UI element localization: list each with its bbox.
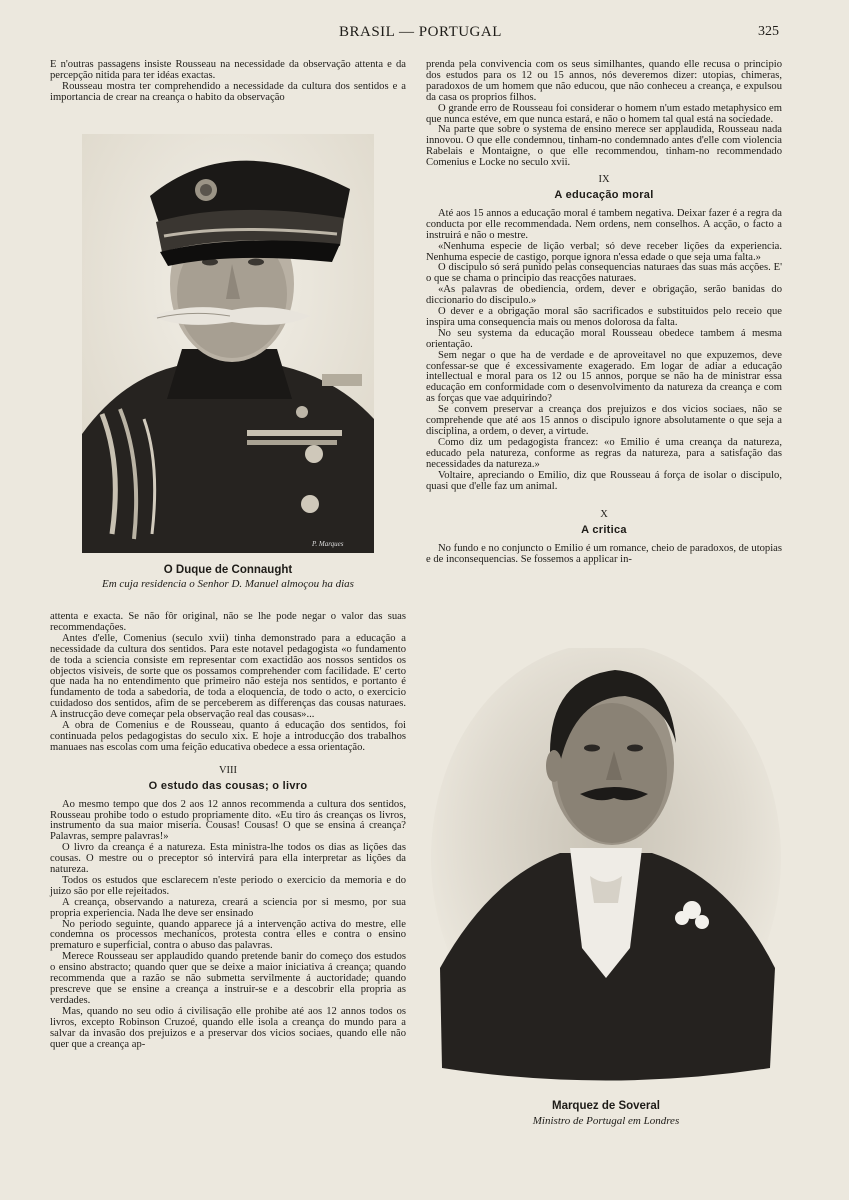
section-title-viii: O estudo das cousas; o livro <box>148 779 308 792</box>
paragraph: Merece Rousseau ser applaudido quando pretende banir do começo dos estudos o ensino abstracto; quando quer que se deixe a maior iniciativa á creança; quando recommenda que a razão se não submetta servilmente á auctoridade; quando prescreve que se ensine a creança a instruir-se e a descobrir ella propria as verdades. <box>50 951 406 1006</box>
figure1-caption: Em cuja residencia o Senhor D. Manuel almoçou ha dias <box>102 578 354 590</box>
paragraph: Até aos 15 annos a educação moral é tambem negativa. Deixar fazer é a regra da conducta por elle recommendada. Nem ordens, nem conselhos. A acção, o facto a instruirá e não o mestre. <box>426 207 782 241</box>
paragraph: Todos os estudos que esclarecem n'este periodo o exercicio da memoria e do juizo são por elle rejeitados. <box>50 874 406 897</box>
portrait-marquez-de-soveral <box>430 648 782 1094</box>
paragraph: Voltaire, apreciando o Emilio, diz que Rousseau á força de isolar o discipulo, quasi que d'elle faz um animal. <box>426 469 782 492</box>
paragraph: O grande erro de Rousseau foi considerar o homem n'um estado metaphysico em que nunca estéve, em que nunca estará, e não o homem tal qual está na sociedade. <box>426 102 782 125</box>
figure2-caption: Ministro de Portugal em Londres <box>532 1115 680 1127</box>
section-number-x: X <box>600 509 608 521</box>
paragraph: Se convem preservar a creança dos prejuizos e dos vicios sociaes, não se comprehende que até aos 15 annos o discipulo ignore absolutamente o que seja a disciplina, a ordem, o dever, a virtude. <box>426 404 782 437</box>
paragraph: Sem negar o que ha de verdade e de aproveitavel no que expuzemos, deve confessar-se que é excessivamente exagerado. Em logar de adiar a educação intellectual e moral para os 12 ou 15 annos, porque se não ha de ministrar essa educação em conformidade com o desenvolvimento da natureza da creança e com as forças que vae adquirindo? <box>426 349 782 405</box>
paragraph: No fundo e no conjuncto o Emilio é um romance, cheio de paradoxos, de utopias e de inconsequencias. Se fossemos a applicar in- <box>426 543 782 566</box>
paragraph: A obra de Comenius e de Rousseau, quanto á educação dos sentidos, foi continuada pelos pedagogistas do seculo xix. E hoje a introducção dos trabalhos manuaes nas escolas com uma feição educativa obedece a essa orientação. <box>50 720 406 753</box>
portrait-image <box>430 648 782 1094</box>
section-number-viii: VIII <box>218 764 238 776</box>
page-number: 325 <box>758 24 779 39</box>
paragraph: O livro da creança é a natureza. Esta ministra-lhe todos os dias as lições das cousas. O mestre ou o preceptor só intervirá para ella interpretar as lições da natureza. <box>50 842 406 876</box>
portrait-image <box>82 134 374 553</box>
paragraph: «Nenhuma especie de lição verbal; só deve receber lições da experiencia. Nenhuma especie de castigo, porque ignora n'essa edade o que seja uma falta.» <box>426 240 782 263</box>
page-header <box>0 24 849 46</box>
paragraph: Na parte que sobre o systema de ensino merece ser applaudida, Rousseau nada innovou. O que elle condemnou, tinham-no condemnado antes d'elle com violencia Rabelais e Montaigne, o que elle recommendou, tinham-no recommendado Comenius e Locke no seculo xvii. <box>426 124 782 169</box>
photo-signature: P. Marques <box>312 540 344 548</box>
paragraph: No seu systema da educação moral Rousseau obedece tambem á mesma orientação. <box>426 327 782 350</box>
paragraph: attenta e exacta. Se não fôr original, não se lhe pode negar o valor das suas recommendações. <box>50 611 406 633</box>
section-title-x: A critica <box>581 524 627 537</box>
figure1-name: O Duque de Connaught <box>163 564 293 576</box>
paragraph: Antes d'elle, Comenius (seculo xvii) tinha demonstrado para a educação a necessidade da cultura dos sentidos. Para este notavel pedagogista «o fundamento de toda a sciencia consiste em representar com exactidão aos nossos sentidos os objectos visiveis, de sorte que os possamos comprehender com facilidade. E' certo que nada ha no entendimento que primeiro não esteja nos sentidos, e portanto é fundamento de toda a sabedoria, de toda a eloquencia, de todo o acto, o exercicio cuidadoso dos sentidos, afim de se perceberem as differenças das cousas naturaes. A instrucção deve começar pela observação real das cousas»... <box>50 632 406 721</box>
figure2-name: Marquez de Soveral <box>551 1100 660 1112</box>
paragraph: O discipulo só será punido pelas consequencias naturaes das suas más acções. E' o que se chama o principio das reacções naturaes. <box>426 262 782 285</box>
section-title-ix: A educação moral <box>554 188 654 201</box>
paragraph: prenda pela convivencia com os seus similhantes, quando elle recusa o principio dos estudos para os 12 ou 15 annos, nós deveremos dizer: utopias, chimeras, paradoxos de um homem que não educou, que não conheceu a creança, e expulsou da casa os proprios filhos. <box>426 59 782 103</box>
portrait-duke-of-connaught <box>82 134 374 553</box>
paragraph: A creança, observando a natureza, creará a sciencia por si mesmo, por sua propria experiencia. Nada lhe deve ser ensinado <box>50 896 406 919</box>
paragraph: No periodo seguinte, quando apparece já a intervenção activa do mestre, elle condemna os processos mechanicos, protesta contra elles e contra o ensino prematuro e superficial, contra o abuso das palavras. <box>50 918 406 952</box>
paragraph: «As palavras de obediencia, ordem, dever e obrigação, serão banidas do diccionario do discipulo.» <box>426 284 782 307</box>
right-column-top <box>426 60 782 566</box>
paragraph: O dever e a obrigação moral são sacrificados e substituidos pelo receio que inspira uma consequencia mais ou menos dolorosa da falta. <box>426 306 782 328</box>
paragraph: E n'outras passagens insiste Rousseau na necessidade da observação attenta e da percepção nitida para ter idéas exactas. <box>50 59 406 81</box>
paragraph: Mas, quando no seu odio á civilisação elle prohibe até aos 12 annos todos os livros, excepto Robinson Cruzoé, quando elle isola a creança do mundo para a salvar da invasão dos prejuizos e a preservar dos vicios sociaes, quando elle não quer que a creança ap- <box>50 1005 406 1050</box>
paragraph: Como diz um pedagogista francez: «o Emilio é uma creança da natureza, educado pela natureza, conforme as regras da natureza, para a satisfação das necessidades da natureza.» <box>426 436 782 470</box>
section-number-ix: IX <box>598 174 610 186</box>
paragraph: Ao mesmo tempo que dos 2 aos 12 annos recommenda a cultura dos sentidos, Rousseau prohibe todo o estudo propriamente dito. «Eu tiro ás creanças os livros, instrumento da sua maior miseria. Cousas! Cousas! O que se ensina á creança? Palavras, sempre palavras!» <box>50 798 406 843</box>
paragraph: Rousseau mostra ter comprehendido a necessidade da cultura dos sentidos e a importancia de crear na creança o habito da observação <box>50 80 406 103</box>
left-column-top <box>50 60 406 104</box>
left-column-bottom <box>50 612 406 1050</box>
running-title: BRASIL — PORTUGAL <box>339 24 502 40</box>
